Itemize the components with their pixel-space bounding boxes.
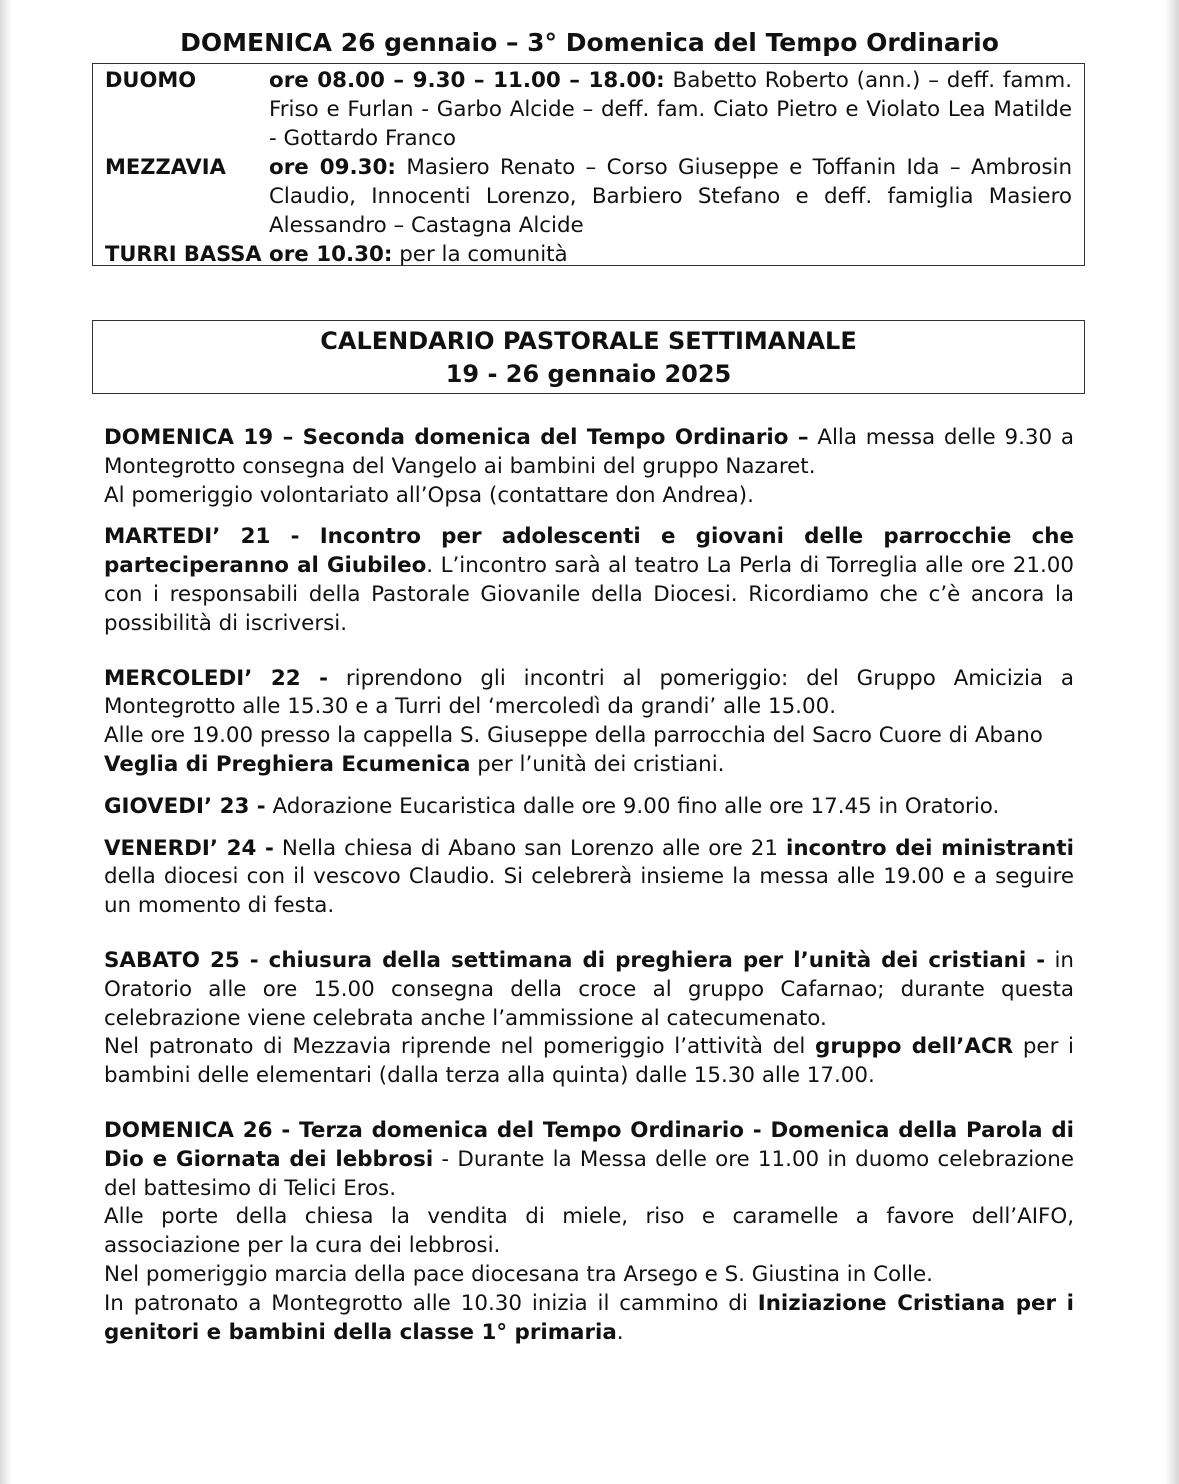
calendar-title: CALENDARIO PASTORALE SETTIMANALE [320, 327, 857, 355]
event-highlight: gruppo dell’ACR [815, 1034, 1014, 1060]
event-text: Adorazione Eucaristica dalle ore 9.00 fino alle ore 17.45 in Oratorio. [265, 793, 1000, 819]
event-saturday-25 [104, 947, 1074, 1091]
event-text: riprendono gli incontri al pomeriggio: del Gruppo Amicizia a Montegrotto alle 15.30 e a Turri del ‘mercoledì da grandi’ alle 15.00. [104, 665, 1074, 720]
event-heading: DOMENICA 19 – Seconda domenica del Tempo Ordinario – [104, 425, 809, 450]
sunday-heading: DOMENICA 26 gennaio – 3° Domenica del Tempo Ordinario [180, 28, 999, 57]
mass-names: per la comunità [392, 242, 568, 267]
event-text: Al pomeriggio volontariato all’Opsa (contattare don Andrea). [104, 482, 754, 508]
event-friday-24 [104, 835, 1074, 921]
mass-intentions [269, 240, 1072, 269]
mass-row-turri-bassa [105, 240, 1072, 269]
mass-time: ore 10.30: [269, 242, 393, 267]
mass-names: Masiero Renato – Corso Giuseppe e Toffanin Ida – Ambrosin Claudio, Innocenti Lorenzo, Barbiero Stefano e deff. famiglia Masiero Alessandro – Castagna Alcide [269, 155, 1073, 238]
event-text: Alle porte della chiesa la vendita di miele, riso e caramelle a favore dell’AIFO, associazione per la cura dei lebbrosi. [104, 1204, 1074, 1259]
event-text: Alle ore 19.00 presso la cappella S. Giuseppe della parrocchia del Sacro Cuore di Abano [104, 723, 1043, 749]
event-wednesday-22 [104, 665, 1074, 780]
event-text: Alla messa delle 9.30 a Montegrotto consegna del Vangelo ai bambini del gruppo Nazaret. [104, 425, 1075, 479]
event-heading: SABATO 25 - chiusura della settimana di preghiera per l’unità dei cristiani - [104, 947, 1046, 973]
event-text: in Oratorio alle ore 15.00 consegna della croce al gruppo Cafarnao; durante questa celebrazione viene celebrata anche l’ammissione al catecumenato. [104, 947, 1074, 1031]
mass-place: TURRI BASSA [105, 242, 262, 266]
page-edge-left [0, 0, 12, 1484]
event-heading: VENERDI’ 24 - [104, 835, 274, 861]
event-text: - Durante la Messa delle ore 11.00 in duomo celebrazione del battesimo di Telici Eros. [104, 1146, 1074, 1201]
event-tuesday-21 [104, 523, 1074, 638]
event-heading: GIOVEDI’ 23 - [104, 793, 266, 819]
event-text: In patronato a Montegrotto alle 10.30 inizia il cammino di [104, 1290, 758, 1316]
event-highlight: incontro dei ministranti [785, 835, 1074, 861]
mass-intentions [269, 66, 1072, 153]
mass-time: ore 09.30: [269, 155, 396, 180]
event-heading: MERCOLEDI’ 22 - [104, 665, 328, 691]
mass-place: MEZZAVIA [105, 155, 226, 179]
event-text: Nella chiesa di Abano san Lorenzo alle ore 21 [273, 835, 786, 861]
mass-time: ore 08.00 – 9.30 – 11.00 – 18.00: [269, 68, 665, 93]
mass-row-duomo [105, 66, 1072, 153]
event-text: Nel pomeriggio marcia della pace diocesana tra Arsego e S. Giustina in Colle. [104, 1261, 933, 1287]
event-heading: DOMENICA 26 - Terza domenica del Tempo Ordinario - Domenica della Parola di Dio e Giornata dei lebbrosi [104, 1117, 1074, 1172]
mass-names: Babetto Roberto (ann.) – deff. famm. Friso e Furlan - Garbo Alcide – deff. fam. Ciato Pietro e Violato Lea Matilde - Gottardo Franco [269, 68, 1072, 151]
event-sunday-19 [104, 424, 1074, 510]
page-edge-right [1165, 0, 1179, 1484]
mass-row-mezzavia [105, 153, 1072, 240]
event-text: per i bambini delle elementari (dalla terza alla quinta) dalle 15.30 alle 17.00. [104, 1034, 1074, 1089]
event-text: . L’incontro sarà al teatro La Perla di Torreglia alle ore 21.00 con i responsabili della Pastorale Giovanile della Diocesi. Ricordiamo che c’è ancora la possibilità di iscriversi. [104, 553, 1074, 636]
event-sunday-26 [104, 1117, 1074, 1347]
event-thursday-23 [104, 793, 1074, 822]
mass-place: DUOMO [105, 68, 197, 92]
calendar-dates: 19 - 26 gennaio 2025 [445, 360, 732, 388]
events-list [104, 424, 1074, 1360]
event-heading: MARTEDI’ 21 - Incontro per adolescenti e giovani delle parrocchie che parteciperanno al Giubileo [104, 524, 1074, 579]
mass-intentions [269, 153, 1072, 240]
event-text: della diocesi con il vescovo Claudio. Si celebrerà insieme la messa alle 19.00 e a seguire un momento di festa. [104, 864, 1074, 919]
event-highlight: Veglia di Preghiera Ecumenica [104, 751, 471, 777]
event-text: . [616, 1319, 624, 1345]
event-highlight: Iniziazione Cristiana per i genitori e bambini della classe 1° primaria [104, 1290, 1074, 1345]
event-text: per l’unità dei cristiani. [470, 751, 725, 777]
event-text: Nel patronato di Mezzavia riprende nel pomeriggio l’attività del [104, 1034, 816, 1060]
calendar-header-box [92, 320, 1085, 394]
mass-schedule-box [92, 63, 1085, 266]
